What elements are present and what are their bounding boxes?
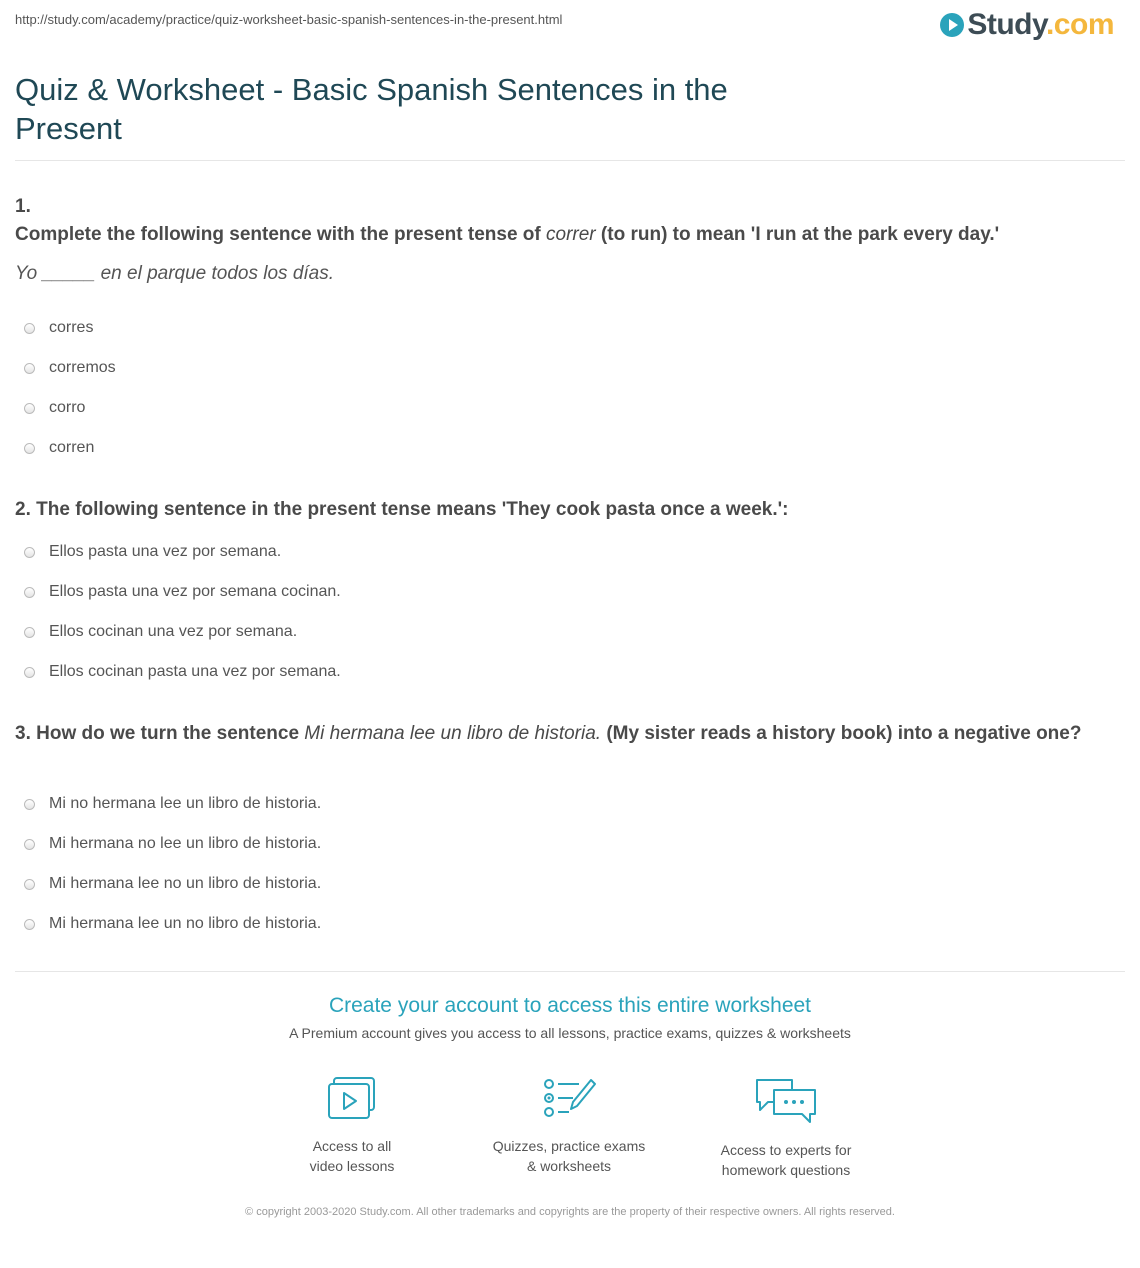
answer-option[interactable] (15, 904, 321, 944)
feature-label: Access to experts for homework questions (720, 1142, 852, 1178)
question-2-text: 2. The following sentence in the present tense means 'They cook pasta once a week.': (15, 499, 789, 520)
feature-experts (696, 1076, 876, 1180)
option-label: Mi hermana lee no un libro de historia. (49, 875, 322, 892)
option-label: Ellos cocinan pasta una vez por semana. (49, 663, 341, 680)
option-label: Ellos pasta una vez por semana. (49, 543, 282, 560)
chat-bubbles-icon (754, 1076, 818, 1126)
radio-button[interactable] (24, 919, 35, 930)
answer-option[interactable] (15, 428, 116, 468)
radio-button[interactable] (24, 587, 35, 598)
question-2-options (15, 532, 341, 692)
answer-option[interactable] (15, 652, 341, 692)
answer-option[interactable] (15, 864, 321, 904)
radio-button[interactable] (24, 443, 35, 454)
feature-video-lessons (262, 1076, 442, 1176)
answer-option[interactable] (15, 824, 321, 864)
radio-button[interactable] (24, 839, 35, 850)
cta-title[interactable]: Create your account to access this entire worksheet (328, 994, 812, 1017)
option-label: Mi no hermana lee un libro de historia. (49, 795, 322, 812)
feature-quizzes (479, 1076, 659, 1176)
answer-option[interactable] (15, 532, 341, 572)
logo-text: Study.com (967, 8, 1114, 41)
title-divider (15, 160, 1125, 161)
option-label: Mi hermana lee un no libro de historia. (49, 915, 322, 932)
radio-button[interactable] (24, 363, 35, 374)
question-1-prompt: Yo _____ en el parque todos los días. (15, 263, 335, 284)
footer-copyright: © copyright 2003-2020 Study.com. All other trademarks and copyrights are the property of their respective owners. All rights reserved. (245, 1206, 895, 1218)
answer-option[interactable] (15, 348, 116, 388)
radio-button[interactable] (24, 403, 35, 414)
option-label: Ellos pasta una vez por semana cocinan. (49, 583, 341, 600)
radio-button[interactable] (24, 323, 35, 334)
question-1-number: 1. (15, 196, 31, 217)
video-lessons-icon (326, 1076, 378, 1122)
answer-option[interactable] (15, 572, 341, 612)
quiz-checklist-icon (541, 1076, 597, 1122)
question-1-text: Complete the following sentence with the present tense of correr (to run) to mean 'I run at the park every day.' (15, 224, 1000, 245)
answer-option[interactable] (15, 612, 341, 652)
option-label: corren (49, 439, 95, 456)
feature-label: Access to all video lessons (309, 1138, 395, 1174)
radio-button[interactable] (24, 879, 35, 890)
option-label: Ellos cocinan una vez por semana. (49, 623, 298, 640)
page-url: http://study.com/academy/practice/quiz-worksheet-basic-spanish-sentences-in-the-present.html (15, 12, 563, 27)
question-3-options (15, 784, 321, 944)
cta-divider (15, 971, 1125, 972)
option-label: corremos (49, 359, 116, 376)
feature-label: Quizzes, practice exams & worksheets (492, 1138, 646, 1174)
study-logo[interactable] (940, 8, 1114, 42)
answer-option[interactable] (15, 388, 116, 428)
question-3-text: 3. How do we turn the sentence Mi hermana lee un libro de historia. (My sister reads a history book) into a negative one? (15, 723, 1082, 744)
radio-button[interactable] (24, 547, 35, 558)
radio-button[interactable] (24, 667, 35, 678)
radio-button[interactable] (24, 627, 35, 638)
answer-option[interactable] (15, 308, 116, 348)
play-logo-icon (940, 13, 964, 37)
cta-subtitle: A Premium account gives you access to all lessons, practice exams, quizzes & worksheets (289, 1025, 851, 1041)
option-label: corro (49, 399, 86, 416)
page-title: Quiz & Worksheet - Basic Spanish Sentences in the Present (15, 72, 728, 146)
option-label: corres (49, 319, 94, 336)
radio-button[interactable] (24, 799, 35, 810)
option-label: Mi hermana no lee un libro de historia. (49, 835, 322, 852)
answer-option[interactable] (15, 784, 321, 824)
question-1-options (15, 308, 116, 468)
